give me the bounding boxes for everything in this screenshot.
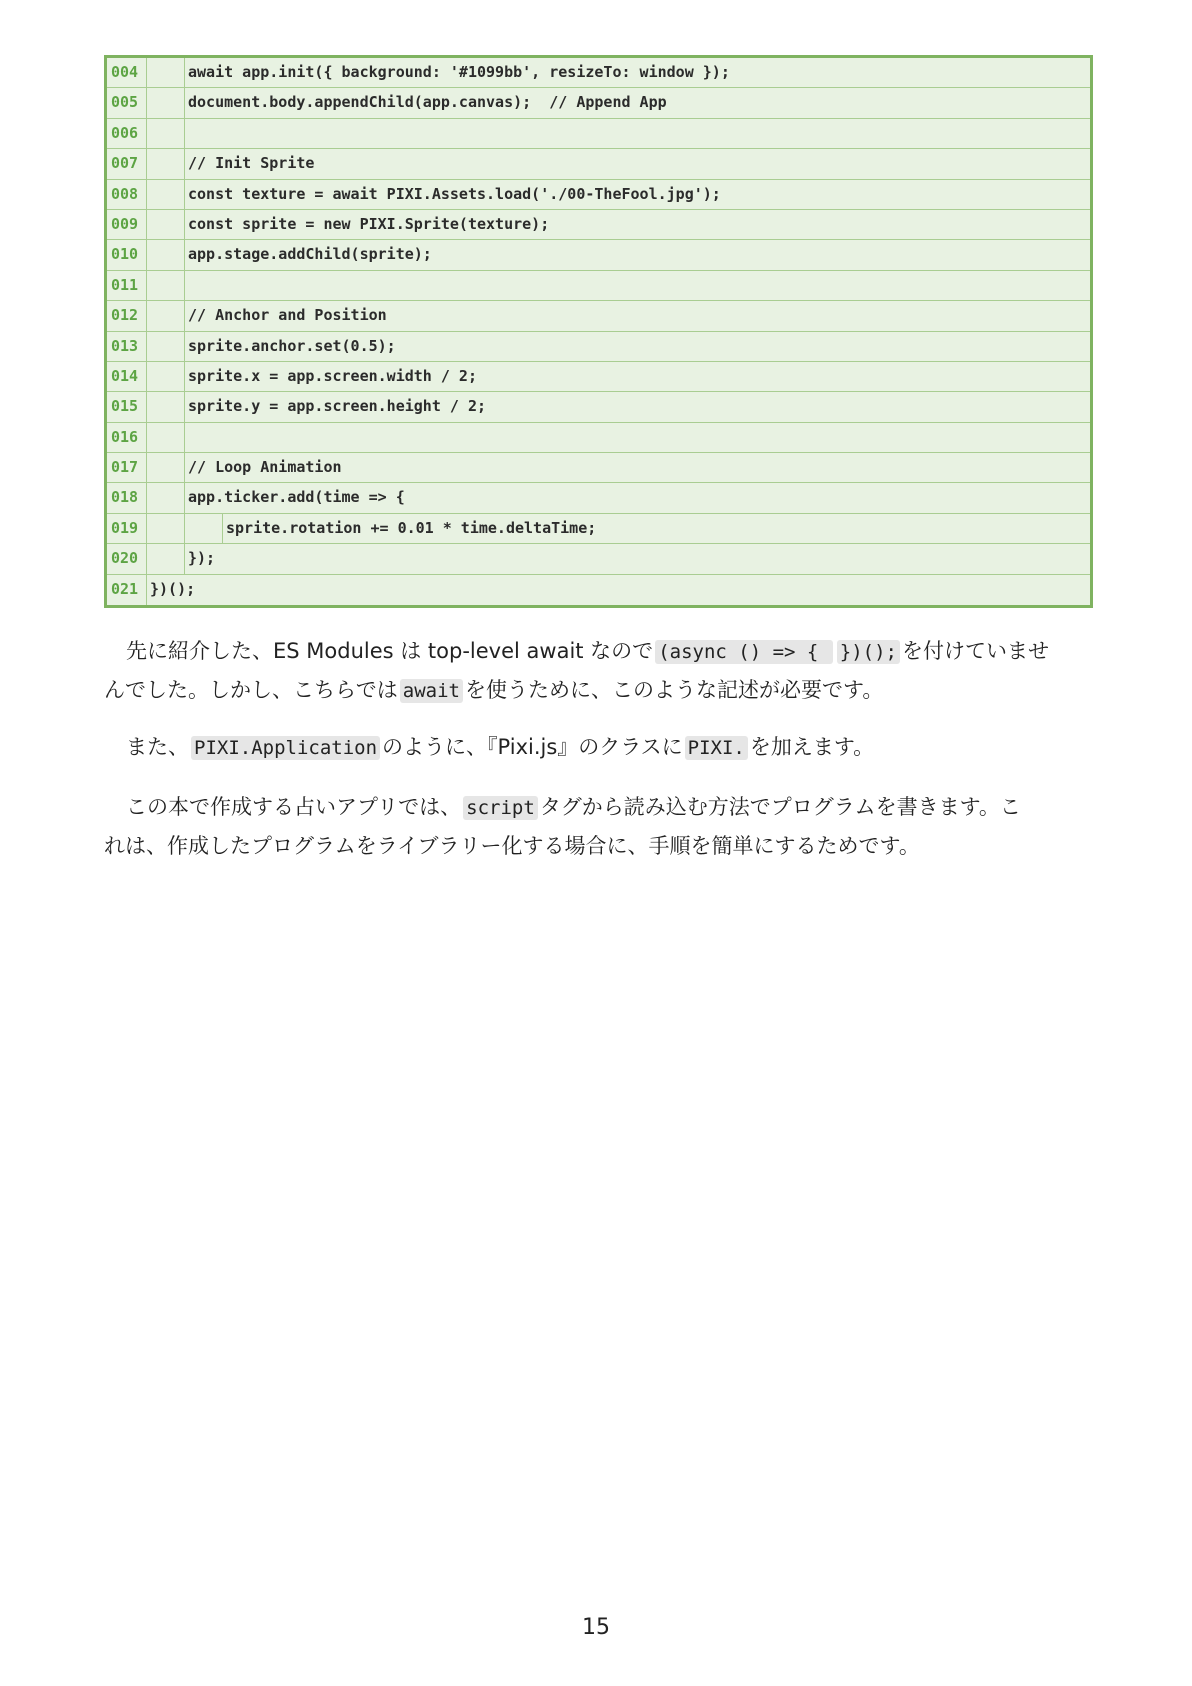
indent-guide: [147, 362, 185, 391]
line-number: 013: [107, 332, 147, 361]
code-text: // Loop Animation: [188, 458, 342, 477]
paragraph-text: を使うために、このような記述が必要です。: [465, 678, 884, 702]
indent-guide: [147, 453, 185, 482]
code-line: [107, 514, 1090, 544]
paragraph-text: タグから読み込む方法でプログラムを書きます。こ: [539, 795, 1021, 819]
line-number: 020: [107, 544, 147, 573]
inline-code: })();: [837, 640, 900, 664]
indent-guide: [147, 483, 185, 512]
code-listing: [104, 55, 1093, 608]
code-line: [107, 544, 1090, 574]
indent-guide: [147, 88, 185, 117]
line-number: 015: [107, 392, 147, 421]
line-number: 006: [107, 119, 147, 148]
code-text: })();: [150, 579, 196, 598]
code-line: [107, 119, 1090, 149]
page-number: 15: [582, 1615, 610, 1640]
code-text: });: [188, 549, 216, 568]
line-number: 012: [107, 301, 147, 330]
indent-guide: [147, 119, 185, 148]
inline-code: await: [400, 679, 463, 703]
paragraph-2: [104, 728, 1099, 767]
code-line: [107, 149, 1090, 179]
line-number: 016: [107, 423, 147, 452]
paragraph-text: を付けていませ: [901, 639, 1049, 663]
line-number: 007: [107, 149, 147, 178]
indent-guide: [147, 332, 185, 361]
line-number: 004: [107, 58, 147, 87]
indent-guide: [147, 240, 185, 269]
code-text: sprite.x = app.screen.width / 2;: [188, 366, 477, 385]
line-number: 011: [107, 271, 147, 300]
code-text: const sprite = new PIXI.Sprite(texture);: [188, 214, 550, 233]
code-line: [107, 483, 1090, 513]
paragraph-1: [104, 632, 1099, 710]
indent-guide: [185, 514, 223, 543]
line-number: 021: [107, 575, 147, 605]
code-text: const texture = await PIXI.Assets.load('./00-TheFool.jpg');: [188, 184, 721, 203]
paragraph-3: [104, 788, 1099, 865]
indent-guide: [147, 271, 185, 300]
code-line: [107, 362, 1090, 392]
inline-code: (async () => {: [655, 640, 833, 664]
inline-code: PIXI.: [685, 736, 748, 760]
code-text: app.ticker.add(time => {: [188, 488, 405, 507]
code-text: document.body.appendChild(app.canvas); // Append App: [188, 93, 667, 112]
paragraph-text: また、: [126, 735, 189, 759]
code-text: sprite.rotation += 0.01 * time.deltaTime;: [226, 518, 597, 537]
code-line: [107, 392, 1090, 422]
code-text: // Init Sprite: [188, 154, 315, 173]
line-number: 010: [107, 240, 147, 269]
code-line: [107, 301, 1090, 331]
code-line: [107, 423, 1090, 453]
line-number: 019: [107, 514, 147, 543]
code-line: [107, 180, 1090, 210]
indent-guide: [147, 544, 185, 573]
code-line: [107, 271, 1090, 301]
code-text: [185, 119, 1090, 148]
code-line: [107, 240, 1090, 270]
code-text: await app.init({ background: '#1099bb', resizeTo: window });: [188, 63, 730, 81]
inline-code: PIXI.Application: [191, 736, 380, 760]
code-line: [107, 210, 1090, 240]
paragraph-text: んでした。しかし、こちらでは: [104, 678, 398, 702]
code-text: sprite.anchor.set(0.5);: [188, 336, 396, 355]
inline-code: script: [463, 796, 538, 820]
indent-guide: [147, 301, 185, 330]
line-number: 009: [107, 210, 147, 239]
paragraph-text: れは、作成したプログラムをライブラリー化する場合に、手順を簡単にするためです。: [104, 834, 920, 858]
code-text: sprite.y = app.screen.height / 2;: [188, 397, 487, 416]
indent-guide: [147, 392, 185, 421]
code-text: [185, 271, 1090, 300]
code-line: [107, 88, 1090, 118]
paragraph-text: を加えます。: [749, 735, 875, 759]
paragraph-text: のように、『Pixi.js』のクラスに: [382, 735, 683, 759]
indent-guide: [147, 58, 185, 87]
indent-guide: [147, 514, 185, 543]
code-line: [107, 575, 1090, 605]
indent-guide: [147, 423, 185, 452]
code-text: // Anchor and Position: [188, 306, 387, 325]
indent-guide: [147, 149, 185, 178]
code-text: [185, 423, 1090, 452]
code-line: [107, 332, 1090, 362]
paragraph-text: この本で作成する占いアプリでは、: [126, 795, 462, 819]
line-number: 014: [107, 362, 147, 391]
indent-guide: [147, 210, 185, 239]
paragraph-text: 先に紹介した、ES Modules は top-level await なので: [126, 639, 654, 663]
line-number: 018: [107, 483, 147, 512]
code-text: app.stage.addChild(sprite);: [188, 245, 432, 264]
code-line: [107, 58, 1090, 88]
code-line: [107, 453, 1090, 483]
line-number: 008: [107, 180, 147, 209]
indent-guide: [147, 180, 185, 209]
line-number: 005: [107, 88, 147, 117]
line-number: 017: [107, 453, 147, 482]
